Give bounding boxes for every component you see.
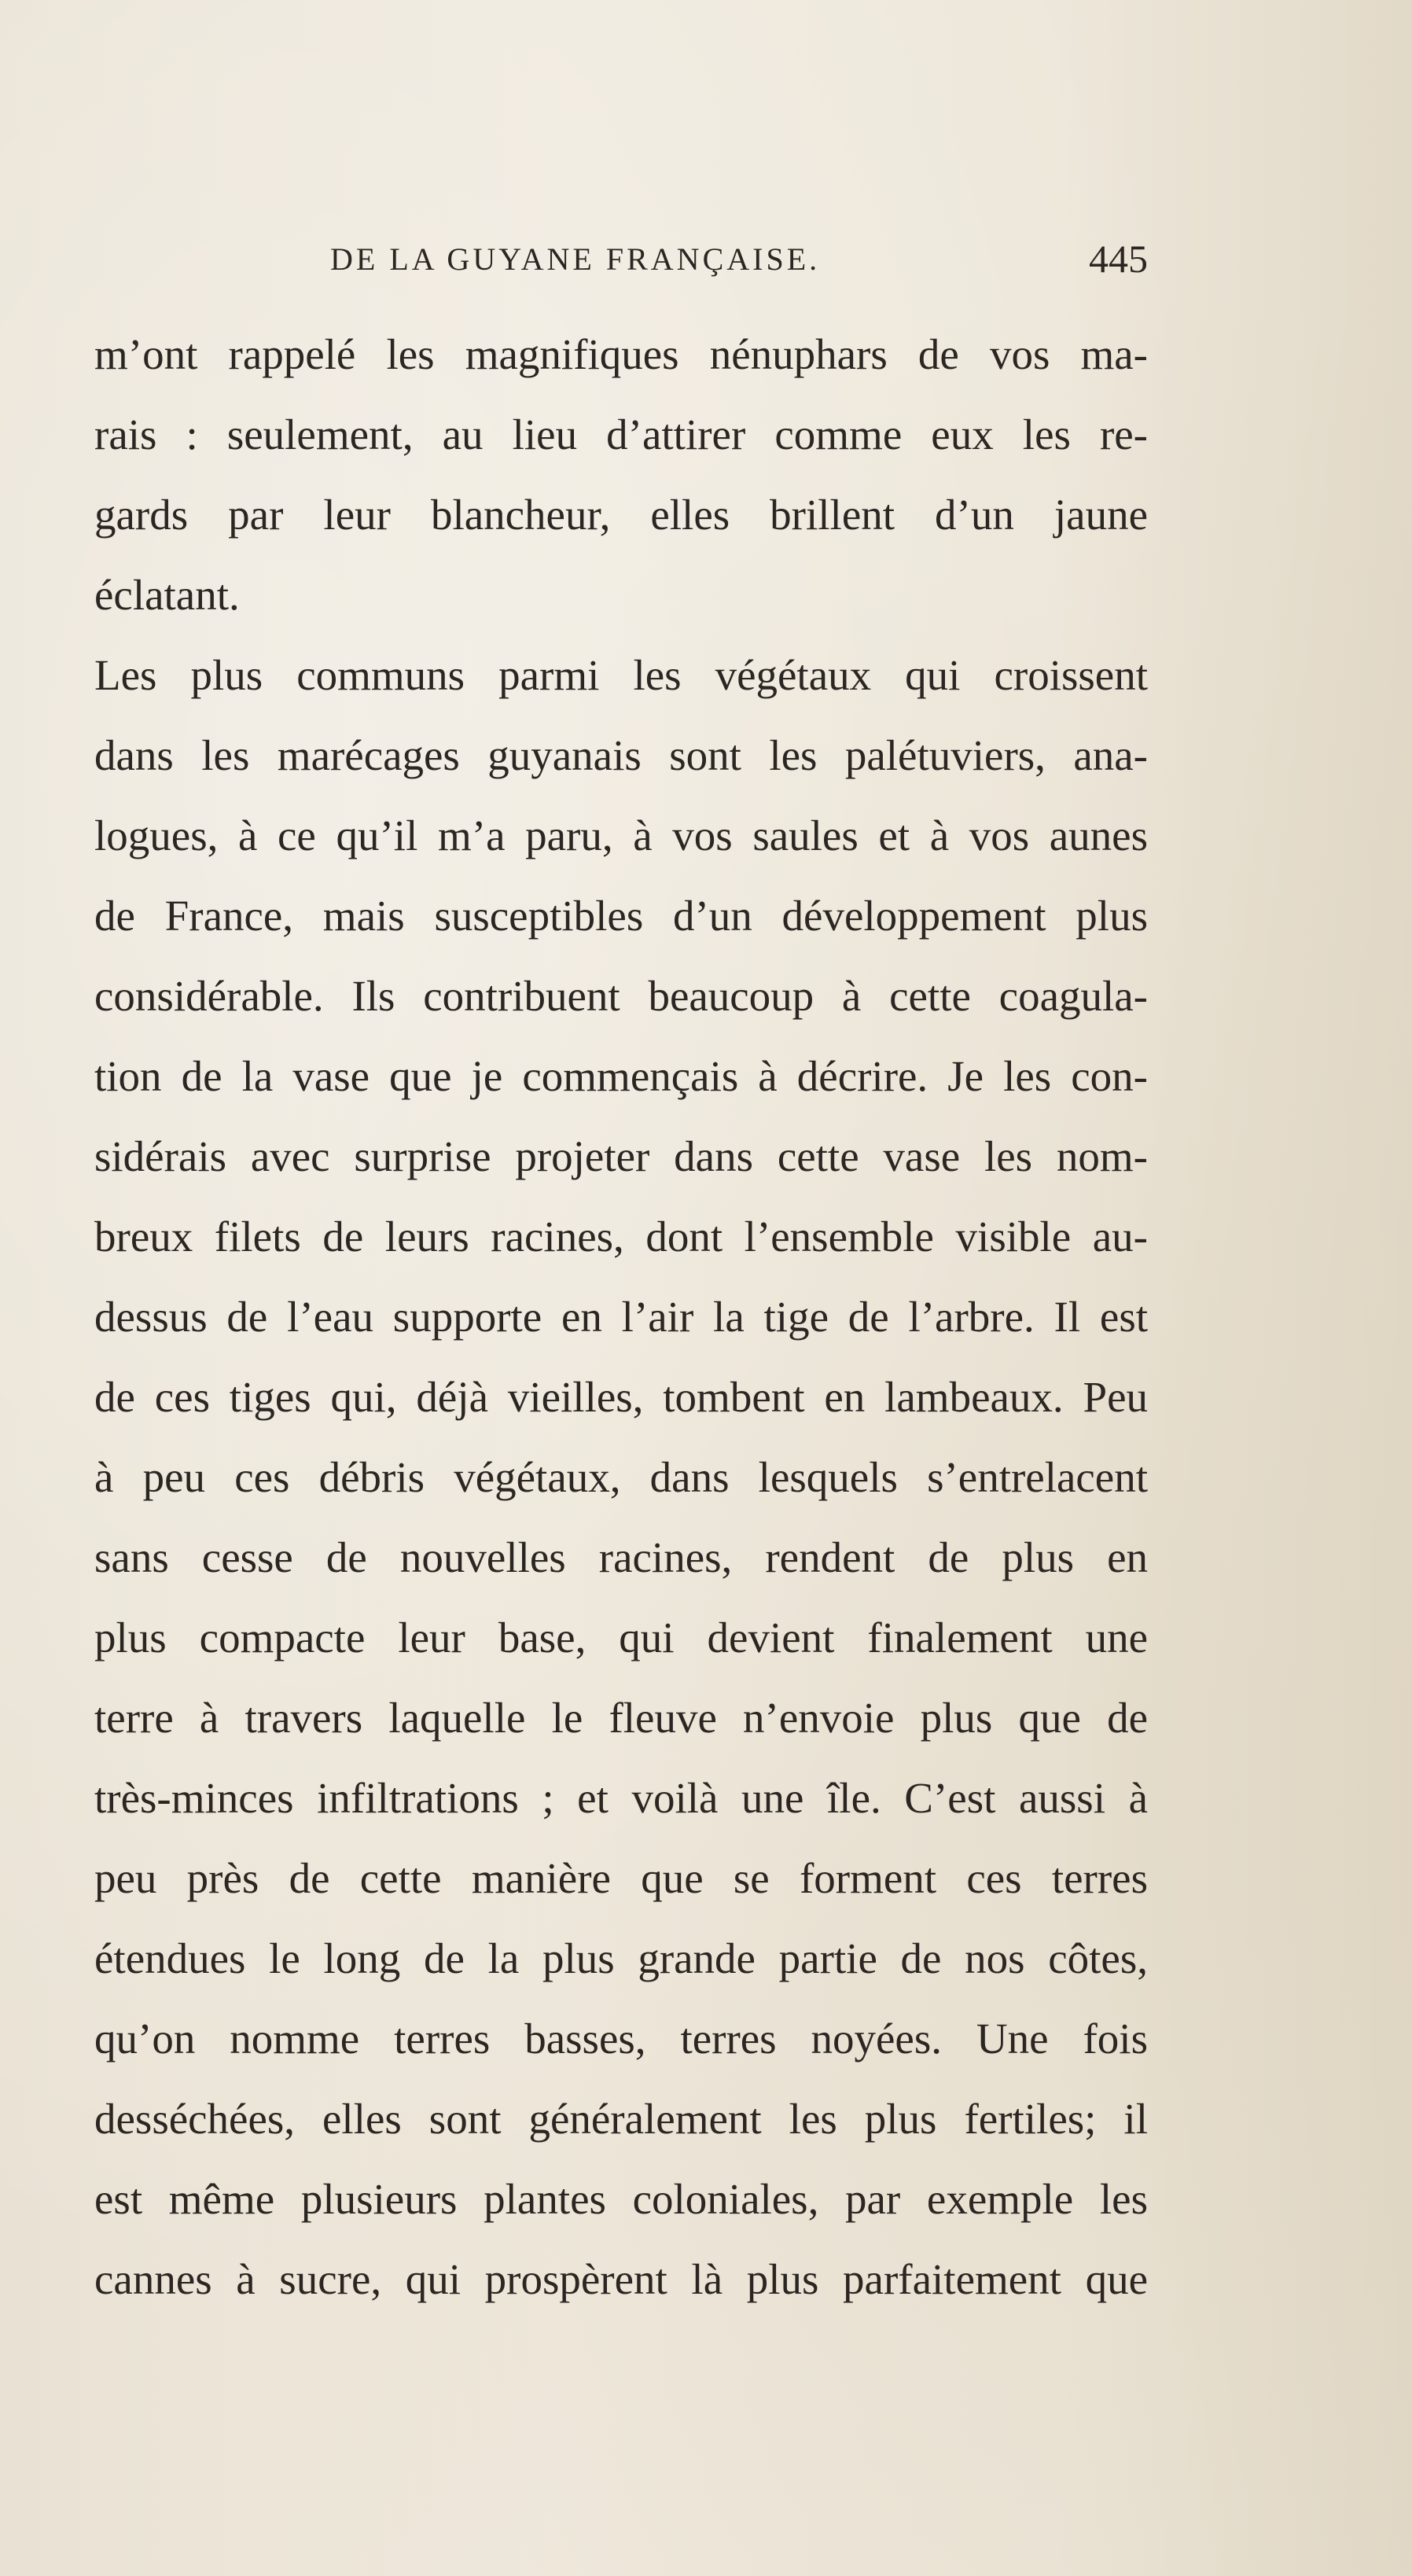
text-line: sans cesse de nouvelles racines, rendent de plus en bbox=[94, 1533, 1148, 1581]
body-text bbox=[94, 315, 1148, 2320]
text-line: desséchées, elles sont généralement les plus fertiles; il bbox=[94, 2095, 1148, 2143]
text-line: qu’on nomme terres basses, terres noyées. Une fois bbox=[94, 2015, 1148, 2063]
text-line: peu près de cette manière que se forment ces terres bbox=[94, 1854, 1148, 1902]
text-line: cannes à sucre, qui prospèrent là plus parfaitement que bbox=[94, 2255, 1148, 2303]
running-head bbox=[330, 236, 1148, 283]
running-title: DE LA GUYANE FRANÇAISE. bbox=[330, 241, 821, 277]
text-line: de France, mais susceptibles d’un développement plus bbox=[94, 892, 1148, 940]
text-line: éclatant. bbox=[94, 571, 240, 619]
text-line: à peu ces débris végétaux, dans lesquels s’entrelacent bbox=[94, 1453, 1148, 1501]
text-line: sidérais avec surprise projeter dans cette vase les nom- bbox=[94, 1132, 1148, 1180]
text-line: tion de la vase que je commençais à décrire. Je les con- bbox=[94, 1052, 1148, 1100]
text-line: dans les marécages guyanais sont les palétuviers, ana- bbox=[94, 731, 1148, 779]
text-line: considérable. Ils contribuent beaucoup à cette coagula- bbox=[94, 972, 1148, 1020]
text-line: rais : seulement, au lieu d’attirer comme eux les re- bbox=[94, 410, 1148, 458]
text-line: m’ont rappelé les magnifiques nénuphars de vos ma- bbox=[94, 330, 1148, 378]
text-line: est même plusieurs plantes coloniales, par exemple les bbox=[94, 2175, 1148, 2223]
text-line: plus compacte leur base, qui devient finalement une bbox=[94, 1614, 1148, 1662]
text-line: gards par leur blancheur, elles brillent d’un jaune bbox=[94, 491, 1148, 539]
text-line: de ces tiges qui, déjà vieilles, tombent en lambeaux. Peu bbox=[94, 1373, 1148, 1421]
text-line: dessus de l’eau supporte en l’air la tige de l’arbre. Il est bbox=[94, 1293, 1148, 1341]
text-line: Les plus communs parmi les végétaux qui croissent bbox=[94, 651, 1148, 699]
text-line: logues, à ce qu’il m’a paru, à vos saules et à vos aunes bbox=[94, 811, 1148, 859]
text-line: breux filets de leurs racines, dont l’ensemble visible au- bbox=[94, 1213, 1148, 1260]
page-number: 445 bbox=[1089, 237, 1148, 281]
text-line: terre à travers laquelle le fleuve n’envoie plus que de bbox=[94, 1694, 1148, 1742]
text-line: étendues le long de la plus grande partie de nos côtes, bbox=[94, 1934, 1148, 1982]
text-line: très-minces infiltrations ; et voilà une île. C’est aussi à bbox=[94, 1774, 1148, 1822]
